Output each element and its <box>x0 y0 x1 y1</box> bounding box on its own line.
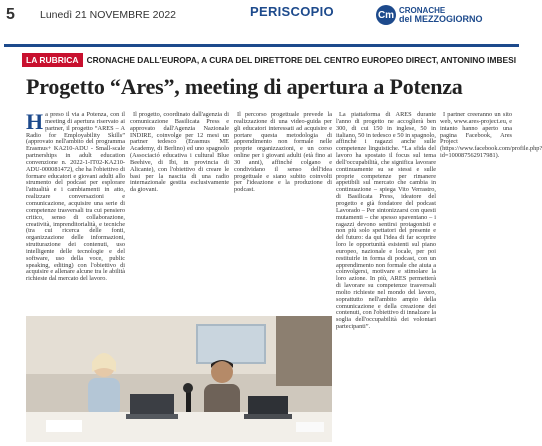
article-paragraph-1: a preso il via a Potenza, con il meeting di apertura riservato ai partner, il progetto “ARES – A Radio for Employability Skills” (approvato nell'ambito del programma Erasmus+ KA210-ADU - Small-scale partnerships in adult education convenzione n. 2022-1-IT02-KA210-ADU-000081472), che ha l'obiettivo di formare educatori e giovani adulti allo strumento del podcast per esplorare l'attualità e i cambiamenti in atto, realizzare conversazioni e comunicazione, acquisire una serie di competenze trasversali tra cui pensiero critico, senso di collaborazione, creatività, imprenditorialità, e tecniche (tra cui ricerca delle fonti, organizzazione delle informazioni, strutturazione dei contenuti, uso intelligente delle tecnologie e del software, uso della voce, public speaking, editing) con l'obiettivo di acquisire e allenare alcune tra le abilità richieste dal mercato del lavoro. <box>26 111 125 283</box>
article-headline: Progetto “Ares”, meeting di apertura a Potenza <box>26 74 463 99</box>
article-column-3 <box>234 112 332 232</box>
masthead-line2: del MEZZOGIORNO <box>399 14 483 24</box>
rubric-bar <box>22 53 517 67</box>
masthead-text <box>399 6 483 24</box>
meeting-photo-illustration <box>26 316 332 442</box>
issue-date: Lunedì 21 NOVEMBRE 2022 <box>40 9 176 21</box>
masthead-line1: CRONACHE <box>399 6 446 15</box>
section-name: PERISCOPIO <box>250 4 334 19</box>
article-paragraph-2: Il progetto, coordinato dall'agenzia di comunicazione Basilicata Press e approvato dall'Agenzia Nazionale INDIRE, coinvolge per 12 mesi un partner tedesco (Erasmus ME Academy, di Berlino) ed uno spagnolo (Associació educativa i cultural Blue Beehive, di Ibi, in provincia di Alicante), con l'obiettivo di creare le basi per la nascita di una radio internazionale gestita esclusivamente da giovani. <box>130 111 229 194</box>
meeting-photo <box>26 316 332 442</box>
header-rule <box>4 44 519 47</box>
article-column-5 <box>440 111 542 438</box>
article-column-4 <box>336 112 436 438</box>
page-number: 5 <box>6 6 15 23</box>
dropcap: H <box>26 109 44 134</box>
page-header <box>0 0 523 44</box>
masthead-logo-icon: Cm <box>376 5 396 25</box>
article-paragraph-5: I partner creeranno un sito web, www.ares-project.eu, e intanto hanno aperto una pagina Facebook, Ares Project (https://www.facebook.com/profile.php?id=100087562917981). <box>440 111 542 160</box>
rubric-tag: LA RUBRICA <box>22 53 83 67</box>
masthead <box>376 5 483 25</box>
rubric-kicker: CRONACHE DALL'EUROPA, A CURA DEL DIRETTORE DEL CENTRO EUROPEO DIRECT, ANTONINO IMBESI <box>86 55 517 65</box>
article-paragraph-3: Il percorso progettuale prevede la realizzazione di una video-guida per gli educatori interessati ad acquisire e portare questa metodologia di apprendimento non formale nelle proprie organizzazioni, e un corso online per i giovani adulti (età fino ai 30 anni), affinché colgano e condividano il senso dell'idea progettuale e siano subito coinvolti per l'ideazione e la produzione di podcast. <box>234 111 332 194</box>
article-paragraph-4: La piattaforma di ARES durante l'anno di progetto ne accoglierà ben 300, di cui 150 in inglese, 50 in italiano, 50 in tedesco e 50 in spagnolo, affinché i ragazzi anche sulle competenze linguistiche. “La sfida del lavoro ha spostato il focus sul tema dell'occupabilità, che significa lavorare continuamente su se stessi e sulle proprie competenze per rimanere appetibili sul mercato che cambia in continuazione – spiega Vito Verrastro, di Basilicata Press, ideatore del progetto e già fondatore del podcast Lavorado – Per sintonizzarsi con questi mutamenti – che spesso spaventano – i ragazzi devono sentirsi protagonisti e non più solo spettatori del presente e del futuro: da qui l'idea di far scoprire loro le opportunità esistenti sul piano europeo, nazionale e locale, per poi restituirle in forma di podcast, con un apprendimento non formale che aiuta a coinvolgersi, motivare e stimolare la loro azione. In più, ARES permetterà di lavorare su competenze trasversali molto richieste nel mondo del lavoro, soprattutto nell'ambito ampio della comunicazione e della creazione dei contenuti, con l'obiettivo di innalzare la soglia dell'occupabilità dei volontari partecipanti”. <box>336 111 436 331</box>
article-column-2 <box>130 112 229 310</box>
article-column-1 <box>26 109 125 310</box>
